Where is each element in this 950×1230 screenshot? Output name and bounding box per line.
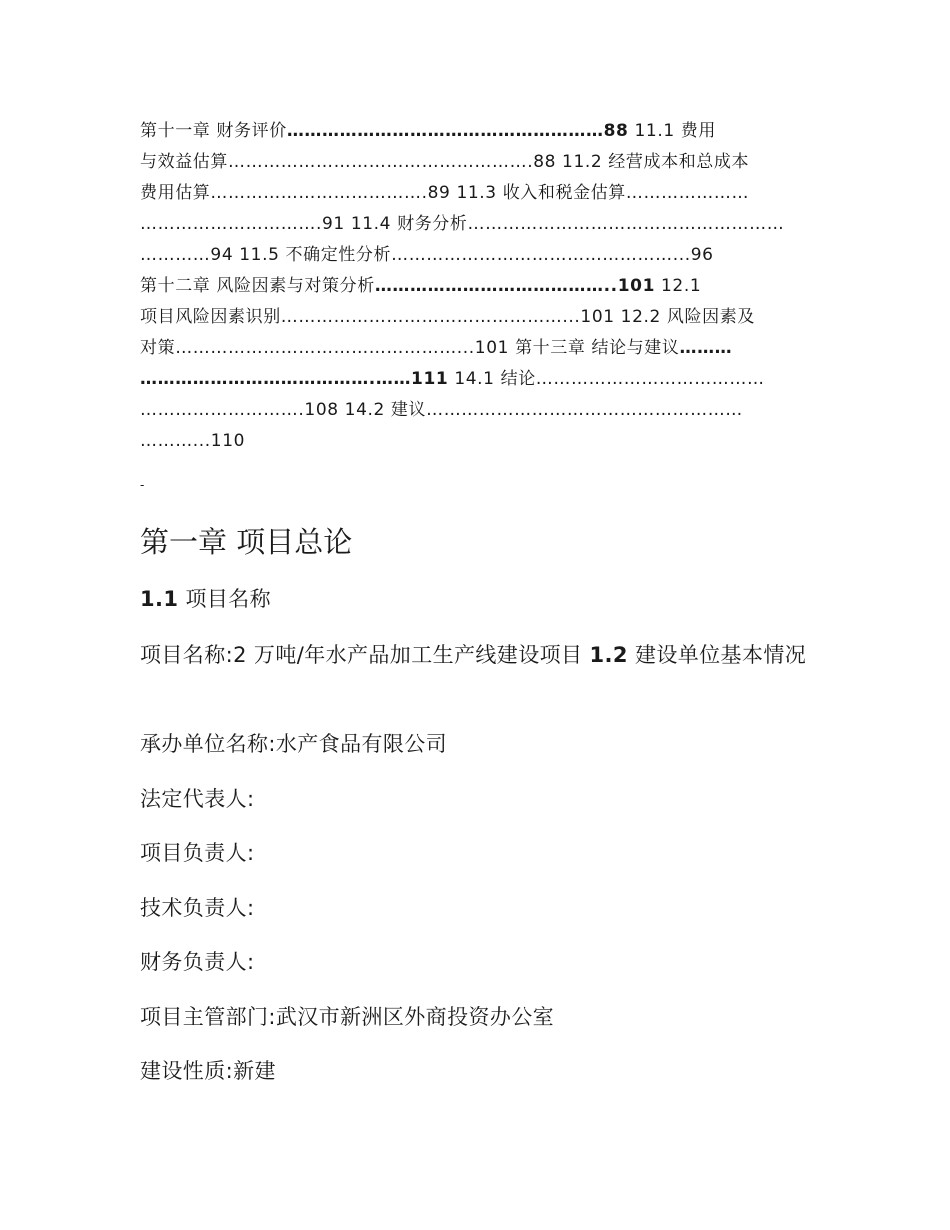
toc-text: 14.1 结论………………………………… — [448, 369, 765, 389]
section-title: 建设单位基本情况 — [627, 643, 807, 667]
toc-text: 第十二章 风险因素与对策分析 — [140, 276, 375, 296]
toc-line — [140, 302, 840, 333]
toc-text: ………………………………….……111 — [140, 369, 449, 389]
separator: - — [140, 478, 145, 492]
project-name-value: 2 万吨/年水产品加工生产线建设项目 — [233, 643, 590, 667]
field-finance-lead — [140, 945, 830, 980]
toc-text: 项目风险因素识别…………………………………………...101 12.2 风险因素及 — [140, 307, 755, 327]
toc-line — [140, 271, 840, 302]
toc-text: …………94 11.5 不确定性分析…………………………………………...96 — [140, 245, 714, 265]
field-label: 法定代表人: — [140, 787, 255, 811]
toc-text: 11.1 费用 — [628, 121, 716, 141]
toc-line — [140, 209, 840, 240]
field-label: 财务负责人: — [140, 950, 255, 974]
toc-text: 第十一章 财务评价 — [140, 121, 287, 141]
toc-text: 与效益估算…………………………………………….88 11.2 经营成本和总成本 — [140, 152, 750, 172]
toc-line — [140, 147, 840, 178]
toc-line — [140, 240, 840, 271]
field-organizer — [140, 727, 830, 762]
field-supervising-dept — [140, 1000, 830, 1035]
toc-line — [140, 364, 840, 395]
toc-text: ……………………….108 14.2 建议……………………………………………… — [140, 400, 743, 420]
field-project-lead — [140, 836, 830, 871]
chapter-title: 第一章 项目总论 — [140, 525, 353, 559]
toc-line — [140, 395, 840, 426]
toc-text: 12.1 — [655, 276, 702, 296]
section-title: 项目名称 — [178, 587, 272, 611]
project-name-label: 项目名称: — [140, 643, 234, 667]
field-legal-rep — [140, 782, 830, 817]
field-tech-lead — [140, 891, 830, 926]
field-construction-type — [140, 1054, 830, 1089]
toc-text: 对策…………………………………………...101 第十三章 结论与建议 — [140, 338, 680, 358]
toc-line — [140, 178, 840, 209]
field-label: 建设性质: — [140, 1059, 234, 1083]
toc-text: ………………………….91 11.4 财务分析……………………………………………… — [140, 214, 785, 234]
toc-line — [140, 426, 840, 457]
toc-text: ……… — [679, 338, 733, 358]
field-value: 武汉市新洲区外商投资办公室 — [275, 1005, 555, 1029]
toc-text: 费用估算……………………………….89 11.3 收入和税金估算………………… — [140, 183, 750, 203]
field-label: 项目主管部门: — [140, 1005, 276, 1029]
section-number: 1.2 — [589, 643, 628, 667]
section-heading-1-1 — [140, 582, 830, 617]
toc-text: …………………………………..101 — [374, 276, 656, 296]
toc-text: ………………………………………………88 — [286, 121, 629, 141]
field-label: 承办单位名称: — [140, 732, 276, 756]
field-label: 项目负责人: — [140, 841, 255, 865]
toc-text: ………...110 — [140, 431, 246, 451]
toc-line — [140, 333, 840, 364]
field-label: 技术负责人: — [140, 896, 255, 920]
project-name-paragraph — [140, 638, 830, 673]
field-value: 新建 — [233, 1059, 276, 1083]
field-value: 水产食品有限公司 — [275, 732, 448, 756]
section-number: 1.1 — [140, 587, 179, 611]
toc-line — [140, 116, 840, 147]
